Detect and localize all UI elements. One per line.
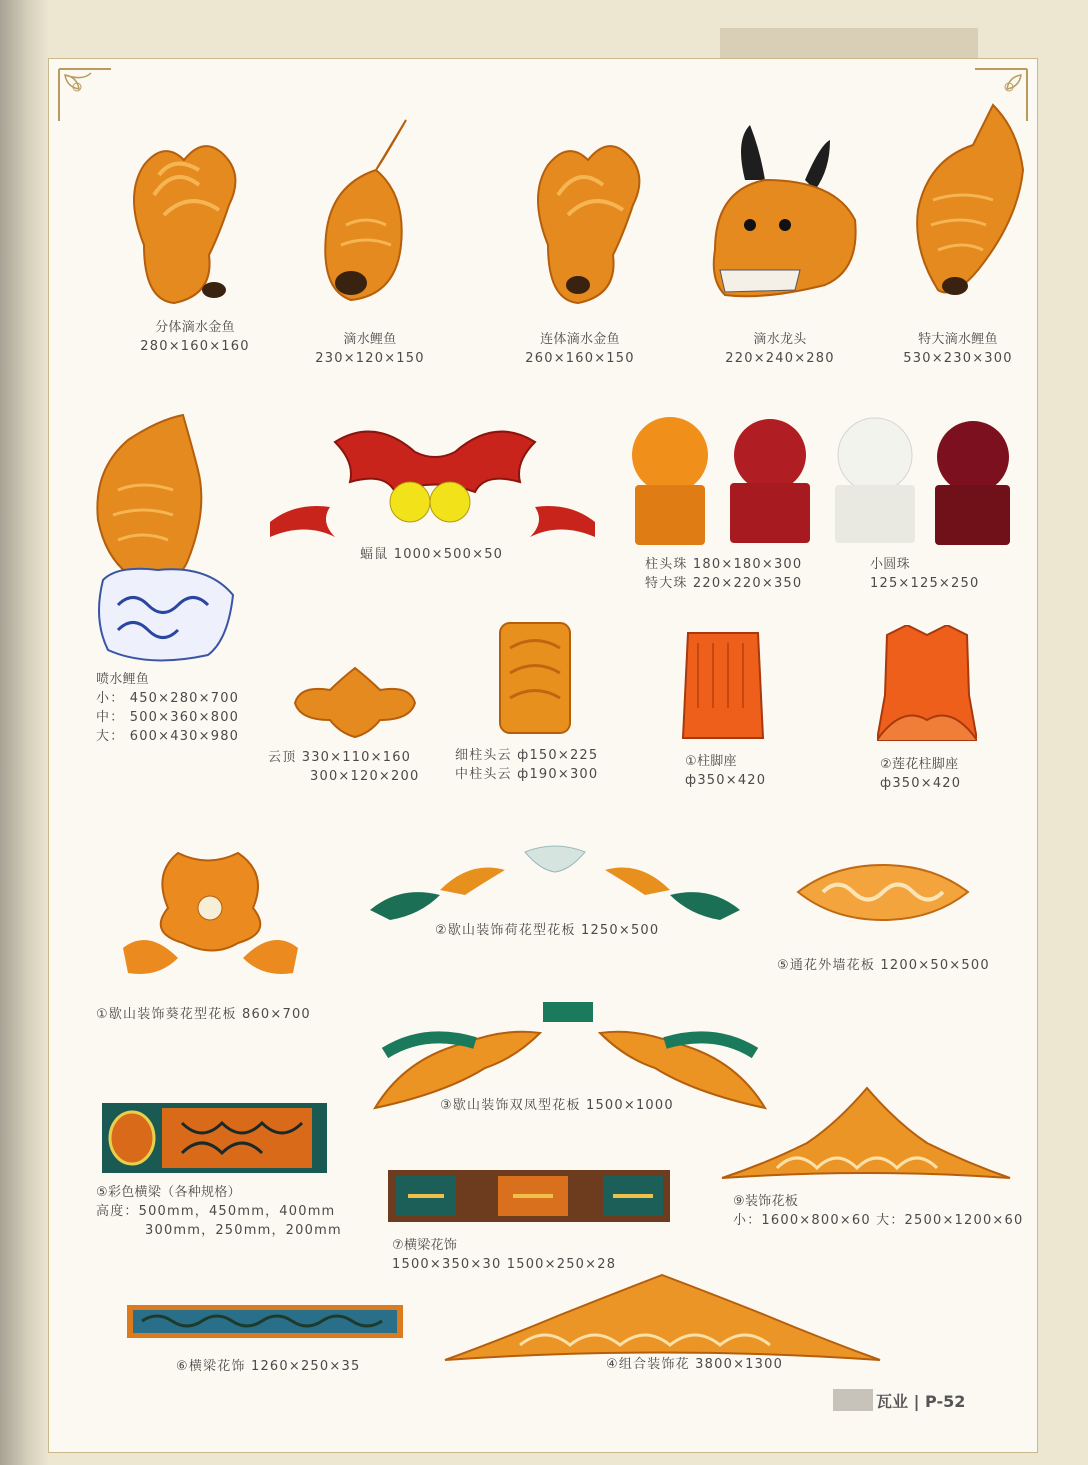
caption-dragon-head: 滴水龙头 220×240×280	[725, 332, 835, 366]
page-footer	[876, 1389, 965, 1412]
caption-decorative-panel: ⑨装饰花板 小：1600×800×60 大：2500×1200×60	[733, 1194, 1024, 1228]
lotus-column-base-image	[877, 625, 977, 745]
split-goldfish-spout-image	[104, 135, 254, 310]
header-tab-blur	[720, 28, 978, 58]
corner-ornament-top-left	[55, 65, 115, 125]
caption-small-ball: 小圆珠 125×125×250	[870, 557, 980, 591]
caption-fountain-carp: 喷水鲤鱼 小： 450×280×700 中： 500×360×800 大： 600×430×980	[96, 672, 240, 744]
painted-beam-image	[102, 1103, 327, 1173]
caption-large-carp: 特大滴水鲤鱼 530×230×300	[903, 332, 1013, 366]
bat-ornament-image	[265, 422, 600, 547]
caption-cloud-top: 云顶 330×110×160 300×120×200	[268, 750, 420, 784]
beam-trim-image	[127, 1305, 403, 1338]
large-carp-spout-image	[903, 100, 1033, 310]
brand-logo-blur	[833, 1389, 873, 1411]
caption-column-base: ①柱脚座 ф350×420	[685, 754, 767, 788]
footer-page-number: | P-52	[913, 1392, 966, 1411]
sunflower-gable-panel-image	[118, 848, 303, 983]
caption-lotus-column-base: ②莲花柱脚座 ф350×420	[880, 757, 962, 791]
caption-joined-goldfish: 连体滴水金鱼 260×160×150	[525, 332, 635, 366]
caption-carp-spout: 滴水鲤鱼 230×120×150	[315, 332, 425, 366]
pillar-finial-balls-image	[630, 415, 1020, 550]
decorative-panel-image	[717, 1083, 1015, 1185]
caption-lotus-gable-panel: ②歇山装饰荷花型花板 1250×500	[435, 923, 660, 938]
carp-spout-image	[316, 115, 420, 310]
dragon-head-spout-image	[705, 120, 865, 305]
combined-ornament-image	[440, 1270, 885, 1365]
caption-openwork-wall-panel: ⑤通花外墙花板 1200×50×500	[777, 958, 990, 973]
caption-beam-decoration: ⑦横梁花饰 1500×350×30 1500×250×28	[392, 1238, 617, 1272]
caption-pillar-balls: 柱头珠 180×180×300 特大珠 220×220×350	[645, 557, 803, 591]
caption-sunflower-gable-panel: ①歇山装饰葵花型花板 860×700	[96, 1007, 311, 1022]
column-base-image	[673, 628, 773, 743]
cloud-top-image	[290, 665, 420, 740]
caption-double-phoenix-gable-panel: ③歇山装饰双凤型花板 1500×1000	[440, 1098, 674, 1113]
page-edge-shadow	[0, 0, 48, 1465]
lotus-gable-panel-image	[370, 840, 740, 925]
caption-combined-ornament: ④组合装饰花 3800×1300	[606, 1357, 784, 1372]
caption-pillar-head-cloud: 细柱头云 ф150×225 中柱头云 ф190×300	[455, 748, 599, 782]
caption-bat-ornament: 蝠鼠 1000×500×50	[360, 547, 504, 562]
footer-brand: 瓦业	[876, 1392, 909, 1411]
caption-split-goldfish: 分体滴水金鱼 280×160×160	[140, 320, 250, 354]
pillar-head-cloud-image	[495, 618, 575, 738]
fountain-carp-image	[88, 410, 238, 665]
caption-painted-beam: ⑤彩色横梁（各种规格） 高度：500mm，450mm，400mm 300mm，250mm，200mm	[96, 1185, 342, 1238]
beam-decoration-image	[388, 1170, 670, 1222]
openwork-wall-panel-image	[793, 860, 973, 925]
caption-beam-trim: ⑥横梁花饰 1260×250×35	[176, 1359, 361, 1374]
joined-goldfish-spout-image	[508, 135, 658, 310]
